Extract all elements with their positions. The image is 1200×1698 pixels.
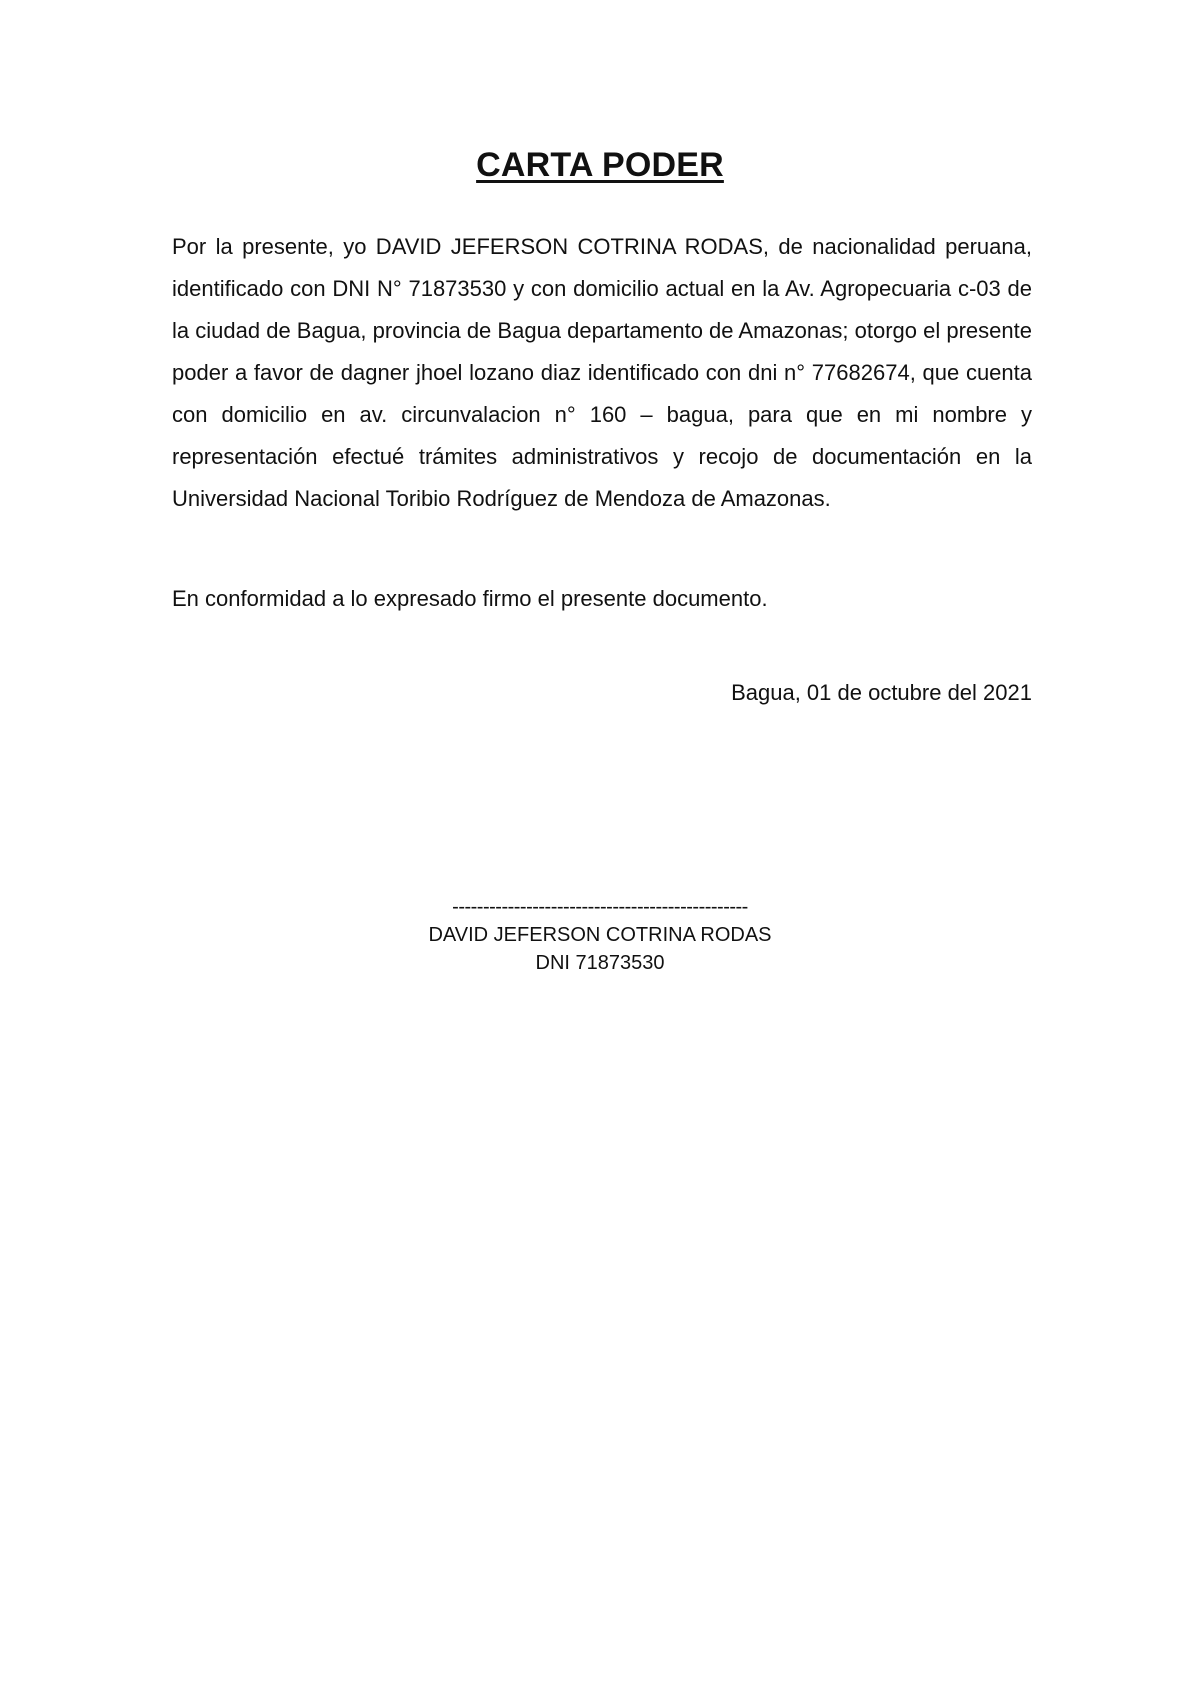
signature-line: ------------------------------------------------ (452, 896, 748, 918)
date-line: Bagua, 01 de octubre del 2021 (731, 680, 1032, 705)
document-title: CARTA PODER (476, 146, 724, 184)
signatory-name: DAVID JEFERSON COTRINA RODAS (428, 924, 772, 946)
signature-block (0, 893, 1200, 977)
body-paragraph-1: Por la presente, yo DAVID JEFERSON COTRINA RODAS, de nacionalidad peruana, identificado con DNI N° 71873530 y con domicilio actual en la Av. Agropecuaria c-03 de la ciudad de Bagua, provincia de Bagua departamento de Amazonas; otorgo el presente poder a favor de dagner jhoel lozano diaz identificado con dni n° 77682674, que cuenta con domicilio en av. circunvalacion n° 160 – bagua, para que en mi nombre y representación efectué trámites administrativos y recojo de documentación en la Universidad Nacional Toribio Rodríguez de Mendoza de Amazonas. (172, 234, 1032, 511)
body-paragraph-2: En conformidad a lo expresado firmo el presente documento. (172, 586, 768, 611)
signatory-dni: DNI 71873530 (535, 952, 665, 974)
